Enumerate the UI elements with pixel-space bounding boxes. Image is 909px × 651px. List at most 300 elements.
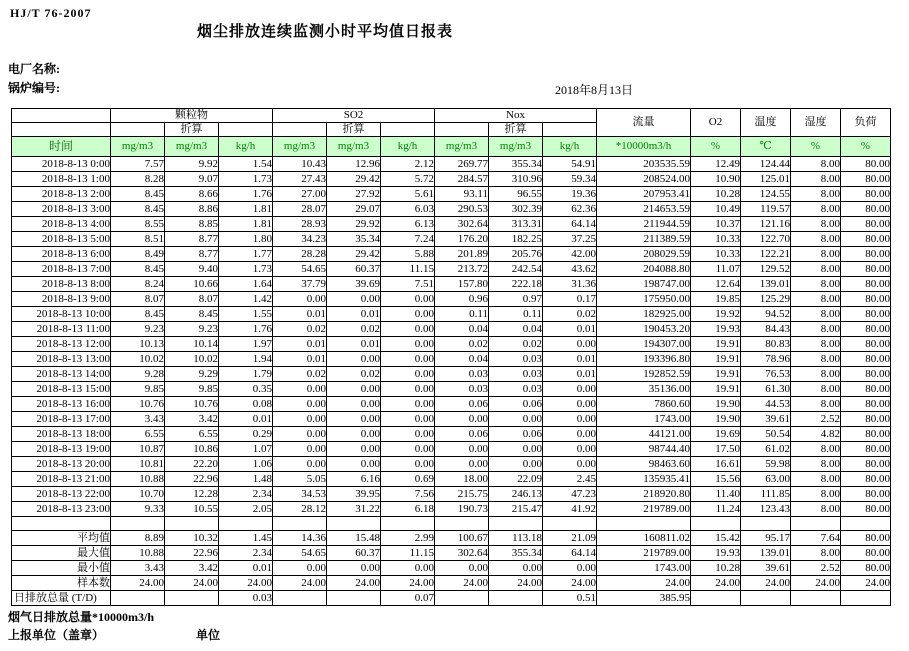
table-row	[12, 442, 891, 457]
empty-cell	[741, 517, 791, 531]
value-cell: 0.96	[435, 292, 489, 307]
value-cell: 8.00	[791, 307, 841, 322]
summary-value-cell: 2.34	[219, 546, 273, 561]
value-cell: 0.00	[381, 292, 435, 307]
summary-value-cell	[111, 591, 165, 606]
value-cell: 28.07	[273, 202, 327, 217]
summary-value-cell: 0.03	[219, 591, 273, 606]
time-cell: 2018-8-13 17:00	[12, 412, 111, 427]
summary-value-cell: 24.00	[165, 576, 219, 591]
value-cell: 205.76	[489, 247, 543, 262]
time-cell: 2018-8-13 0:00	[12, 157, 111, 172]
value-cell: 28.93	[273, 217, 327, 232]
value-cell: 0.03	[489, 382, 543, 397]
time-cell: 2018-8-13 5:00	[12, 232, 111, 247]
plant-name-label: 电厂名称:	[8, 62, 60, 76]
summary-value-cell: 80.00	[841, 531, 891, 546]
value-cell: 84.43	[741, 322, 791, 337]
value-cell: 0.04	[435, 322, 489, 337]
value-cell: 19.91	[691, 382, 741, 397]
value-cell: 3.42	[165, 412, 219, 427]
value-cell: 59.34	[543, 172, 597, 187]
value-cell: 0.00	[381, 427, 435, 442]
empty-cell	[273, 123, 327, 137]
value-cell: 0.11	[489, 307, 543, 322]
value-cell: 0.00	[381, 352, 435, 367]
summary-value-cell: 95.17	[741, 531, 791, 546]
value-cell: 80.00	[841, 187, 891, 202]
empty-cell	[219, 123, 273, 137]
group-header-so2: SO2	[273, 109, 435, 123]
summary-value-cell: 54.65	[273, 546, 327, 561]
value-cell: 80.00	[841, 202, 891, 217]
value-cell: 1.76	[219, 187, 273, 202]
empty-cell	[791, 517, 841, 531]
value-cell: 5.61	[381, 187, 435, 202]
value-cell: 12.64	[691, 277, 741, 292]
value-cell: 11.07	[691, 262, 741, 277]
value-cell: 9.23	[165, 322, 219, 337]
value-cell: 29.42	[327, 247, 381, 262]
value-cell: 10.55	[165, 502, 219, 517]
table-row	[12, 337, 891, 352]
summary-value-cell: 39.61	[741, 561, 791, 576]
value-cell: 9.85	[111, 382, 165, 397]
value-cell: 0.00	[273, 382, 327, 397]
value-cell: 8.45	[111, 202, 165, 217]
value-cell: 80.00	[841, 247, 891, 262]
table-row	[12, 277, 891, 292]
summary-value-cell	[841, 591, 891, 606]
value-cell: 12.28	[165, 487, 219, 502]
value-cell: 213.72	[435, 262, 489, 277]
value-cell: 80.00	[841, 427, 891, 442]
value-cell: 8.66	[165, 187, 219, 202]
summary-value-cell: 60.37	[327, 546, 381, 561]
table-row	[12, 292, 891, 307]
value-cell: 10.02	[111, 352, 165, 367]
value-cell: 34.23	[273, 232, 327, 247]
value-cell: 0.00	[273, 427, 327, 442]
value-cell: 0.00	[543, 442, 597, 457]
value-cell: 9.92	[165, 157, 219, 172]
value-cell: 39.69	[327, 277, 381, 292]
summary-value-cell: 0.00	[543, 561, 597, 576]
value-cell: 8.00	[791, 442, 841, 457]
value-cell: 204088.80	[597, 262, 691, 277]
summary-value-cell: 10.28	[691, 561, 741, 576]
value-cell: 8.00	[791, 217, 841, 232]
value-cell: 12.96	[327, 157, 381, 172]
value-cell: 10.33	[691, 247, 741, 262]
unit-header: %	[841, 137, 891, 157]
value-cell: 290.53	[435, 202, 489, 217]
value-cell: 12.49	[691, 157, 741, 172]
empty-cell	[691, 517, 741, 531]
value-cell: 0.00	[435, 412, 489, 427]
value-cell: 96.55	[489, 187, 543, 202]
value-cell: 0.01	[543, 322, 597, 337]
table-header	[12, 109, 891, 157]
value-cell: 10.49	[691, 202, 741, 217]
value-cell: 39.95	[327, 487, 381, 502]
value-cell: 43.62	[543, 262, 597, 277]
value-cell: 29.07	[327, 202, 381, 217]
time-cell: 2018-8-13 10:00	[12, 307, 111, 322]
value-cell: 201.89	[435, 247, 489, 262]
value-cell: 27.00	[273, 187, 327, 202]
value-cell: 2.52	[791, 412, 841, 427]
empty-cell	[165, 517, 219, 531]
value-cell: 0.00	[273, 457, 327, 472]
table-row	[12, 202, 891, 217]
reporting-unit-label: 上报单位（盖章）	[8, 628, 105, 642]
value-cell: 8.85	[165, 217, 219, 232]
summary-value-cell: 80.00	[841, 546, 891, 561]
value-cell: 80.00	[841, 337, 891, 352]
value-cell: 0.01	[273, 337, 327, 352]
value-cell: 37.25	[543, 232, 597, 247]
value-cell: 27.92	[327, 187, 381, 202]
value-cell: 64.14	[543, 217, 597, 232]
time-header: 时间	[12, 137, 111, 157]
value-cell: 0.00	[381, 322, 435, 337]
value-cell: 0.01	[219, 412, 273, 427]
summary-value-cell: 385.95	[597, 591, 691, 606]
converted-header-particulate: 折算	[165, 123, 219, 137]
value-cell: 94.52	[741, 307, 791, 322]
value-cell: 246.13	[489, 487, 543, 502]
value-cell: 0.00	[543, 337, 597, 352]
value-cell: 10.90	[691, 172, 741, 187]
value-cell: 176.20	[435, 232, 489, 247]
empty-cell	[489, 517, 543, 531]
summary-value-cell: 1743.00	[597, 561, 691, 576]
value-cell: 29.92	[327, 217, 381, 232]
value-cell: 98463.60	[597, 457, 691, 472]
table-row	[12, 262, 891, 277]
value-cell: 8.24	[111, 277, 165, 292]
value-cell: 1.80	[219, 232, 273, 247]
value-cell: 1.06	[219, 457, 273, 472]
summary-value-cell	[165, 591, 219, 606]
value-cell: 242.54	[489, 262, 543, 277]
time-cell: 2018-8-13 12:00	[12, 337, 111, 352]
value-cell: 215.75	[435, 487, 489, 502]
summary-value-cell: 11.15	[381, 546, 435, 561]
group-header-nox: Nox	[435, 109, 597, 123]
value-cell: 7.57	[111, 157, 165, 172]
value-cell: 10.13	[111, 337, 165, 352]
value-cell: 198747.00	[597, 277, 691, 292]
time-cell: 2018-8-13 8:00	[12, 277, 111, 292]
value-cell: 0.00	[273, 412, 327, 427]
value-cell: 0.00	[381, 457, 435, 472]
value-cell: 19.91	[691, 367, 741, 382]
table-row	[12, 382, 891, 397]
value-cell: 208524.00	[597, 172, 691, 187]
boiler-id-label: 锅炉编号:	[8, 81, 60, 95]
value-cell: 62.36	[543, 202, 597, 217]
value-cell: 125.29	[741, 292, 791, 307]
unit-header: mg/m3	[111, 137, 165, 157]
time-cell: 2018-8-13 16:00	[12, 397, 111, 412]
value-cell: 211389.59	[597, 232, 691, 247]
summary-value-cell: 24.00	[111, 576, 165, 591]
time-cell: 2018-8-13 18:00	[12, 427, 111, 442]
value-cell: 2.12	[381, 157, 435, 172]
summary-value-cell: 8.00	[791, 546, 841, 561]
table-row	[12, 472, 891, 487]
time-cell: 2018-8-13 19:00	[12, 442, 111, 457]
value-cell: 5.88	[381, 247, 435, 262]
value-cell: 80.00	[841, 292, 891, 307]
value-cell: 61.02	[741, 442, 791, 457]
value-cell: 124.44	[741, 157, 791, 172]
value-cell: 1.81	[219, 202, 273, 217]
value-cell: 222.18	[489, 277, 543, 292]
value-cell: 6.55	[111, 427, 165, 442]
value-cell: 50.54	[741, 427, 791, 442]
summary-value-cell: 24.00	[791, 576, 841, 591]
value-cell: 0.00	[327, 427, 381, 442]
empty-cell	[111, 517, 165, 531]
value-cell: 54.65	[273, 262, 327, 277]
value-cell: 0.00	[381, 382, 435, 397]
empty-cell	[597, 517, 691, 531]
value-cell: 60.37	[327, 262, 381, 277]
value-cell: 8.00	[791, 187, 841, 202]
value-cell: 8.86	[165, 202, 219, 217]
time-cell: 2018-8-13 11:00	[12, 322, 111, 337]
value-cell: 0.02	[435, 337, 489, 352]
summary-value-cell: 14.36	[273, 531, 327, 546]
value-cell: 1.77	[219, 247, 273, 262]
value-cell: 0.00	[489, 412, 543, 427]
value-cell: 1.79	[219, 367, 273, 382]
value-cell: 6.18	[381, 502, 435, 517]
table-row	[12, 157, 891, 172]
value-cell: 218920.80	[597, 487, 691, 502]
value-cell: 98744.40	[597, 442, 691, 457]
value-cell: 10.02	[165, 352, 219, 367]
unit-header: kg/h	[543, 137, 597, 157]
summary-value-cell	[435, 591, 489, 606]
value-cell: 93.11	[435, 187, 489, 202]
summary-value-cell: 21.09	[543, 531, 597, 546]
value-cell: 310.96	[489, 172, 543, 187]
value-cell: 8.00	[791, 232, 841, 247]
value-cell: 80.00	[841, 367, 891, 382]
value-cell: 0.00	[381, 367, 435, 382]
value-cell: 42.00	[543, 247, 597, 262]
value-cell: 0.06	[435, 427, 489, 442]
value-cell: 0.00	[273, 292, 327, 307]
unit-header: mg/m3	[489, 137, 543, 157]
value-cell: 19.85	[691, 292, 741, 307]
summary-value-cell: 2.52	[791, 561, 841, 576]
summary-value-cell: 19.93	[691, 546, 741, 561]
summary-value-cell: 3.42	[165, 561, 219, 576]
value-cell: 8.00	[791, 337, 841, 352]
time-cell: 2018-8-13 14:00	[12, 367, 111, 382]
summary-value-cell: 139.01	[741, 546, 791, 561]
value-cell: 8.45	[165, 307, 219, 322]
value-cell: 80.00	[841, 382, 891, 397]
value-cell: 1.54	[219, 157, 273, 172]
table-body	[12, 157, 891, 606]
unit-header: mg/m3	[165, 137, 219, 157]
value-cell: 8.00	[791, 382, 841, 397]
value-cell: 175950.00	[597, 292, 691, 307]
value-cell: 0.00	[327, 292, 381, 307]
table-row	[12, 457, 891, 472]
value-cell: 0.00	[435, 442, 489, 457]
value-cell: 35136.00	[597, 382, 691, 397]
value-cell: 1.81	[219, 217, 273, 232]
value-cell: 19.91	[691, 337, 741, 352]
column-header-load: 负荷	[841, 109, 891, 137]
value-cell: 8.28	[111, 172, 165, 187]
value-cell: 1.97	[219, 337, 273, 352]
value-cell: 0.00	[381, 442, 435, 457]
summary-value-cell: 24.00	[841, 576, 891, 591]
value-cell: 8.00	[791, 277, 841, 292]
summary-value-cell: 0.00	[435, 561, 489, 576]
summary-value-cell: 24.00	[543, 576, 597, 591]
value-cell: 80.00	[841, 412, 891, 427]
unit-header: mg/m3	[273, 137, 327, 157]
summary-value-cell: 0.00	[273, 561, 327, 576]
summary-value-cell: 0.07	[381, 591, 435, 606]
value-cell: 8.00	[791, 502, 841, 517]
time-cell: 2018-8-13 7:00	[12, 262, 111, 277]
flue-gas-total-footnote: 烟气日排放总量*10000m3/h	[8, 610, 155, 624]
value-cell: 8.00	[791, 397, 841, 412]
value-cell: 80.00	[841, 472, 891, 487]
time-cell: 2018-8-13 9:00	[12, 292, 111, 307]
value-cell: 0.04	[435, 352, 489, 367]
value-cell: 10.87	[111, 442, 165, 457]
summary-label: 日排放总量 (T/D)	[12, 591, 111, 606]
value-cell: 0.00	[327, 352, 381, 367]
table-row	[12, 427, 891, 442]
value-cell: 0.17	[543, 292, 597, 307]
value-cell: 6.55	[165, 427, 219, 442]
value-cell: 1.73	[219, 172, 273, 187]
value-cell: 0.01	[543, 352, 597, 367]
value-cell: 0.02	[327, 322, 381, 337]
value-cell: 192852.59	[597, 367, 691, 382]
value-cell: 302.39	[489, 202, 543, 217]
summary-value-cell: 8.89	[111, 531, 165, 546]
summary-value-cell: 24.00	[273, 576, 327, 591]
value-cell: 10.37	[691, 217, 741, 232]
summary-value-cell	[489, 591, 543, 606]
value-cell: 0.06	[489, 427, 543, 442]
value-cell: 0.00	[381, 307, 435, 322]
unit-header: ℃	[741, 137, 791, 157]
value-cell: 8.00	[791, 457, 841, 472]
empty-cell	[12, 517, 111, 531]
value-cell: 1.42	[219, 292, 273, 307]
unit-header: mg/m3	[435, 137, 489, 157]
value-cell: 19.36	[543, 187, 597, 202]
value-cell: 0.03	[435, 382, 489, 397]
value-cell: 61.30	[741, 382, 791, 397]
value-cell: 0.00	[273, 397, 327, 412]
value-cell: 123.43	[741, 502, 791, 517]
summary-value-cell	[327, 591, 381, 606]
value-cell: 3.43	[111, 412, 165, 427]
value-cell: 0.02	[543, 307, 597, 322]
value-cell: 10.70	[111, 487, 165, 502]
value-cell: 0.02	[489, 337, 543, 352]
value-cell: 0.03	[489, 352, 543, 367]
value-cell: 8.45	[111, 187, 165, 202]
value-cell: 80.00	[841, 277, 891, 292]
value-cell: 5.72	[381, 172, 435, 187]
value-cell: 8.00	[791, 157, 841, 172]
time-cell: 2018-8-13 13:00	[12, 352, 111, 367]
time-cell: 2018-8-13 15:00	[12, 382, 111, 397]
value-cell: 8.45	[111, 307, 165, 322]
value-cell: 8.00	[791, 292, 841, 307]
value-cell: 0.00	[327, 397, 381, 412]
value-cell: 0.11	[435, 307, 489, 322]
value-cell: 0.00	[543, 457, 597, 472]
summary-value-cell: 0.00	[381, 561, 435, 576]
value-cell: 9.28	[111, 367, 165, 382]
value-cell: 11.24	[691, 502, 741, 517]
value-cell: 78.96	[741, 352, 791, 367]
value-cell: 124.55	[741, 187, 791, 202]
unit-header: %	[691, 137, 741, 157]
value-cell: 190.73	[435, 502, 489, 517]
value-cell: 0.00	[273, 442, 327, 457]
value-cell: 10.66	[165, 277, 219, 292]
value-cell: 80.00	[841, 397, 891, 412]
summary-value-cell: 3.43	[111, 561, 165, 576]
value-cell: 10.14	[165, 337, 219, 352]
summary-row	[12, 531, 891, 546]
value-cell: 122.21	[741, 247, 791, 262]
value-cell: 16.61	[691, 457, 741, 472]
column-header-temperature: 温度	[741, 109, 791, 137]
value-cell: 7.24	[381, 232, 435, 247]
value-cell: 1.73	[219, 262, 273, 277]
value-cell: 0.00	[489, 442, 543, 457]
summary-value-cell: 24.00	[691, 576, 741, 591]
empty-cell	[435, 123, 489, 137]
table-row	[12, 397, 891, 412]
value-cell: 269.77	[435, 157, 489, 172]
value-cell: 119.57	[741, 202, 791, 217]
value-cell: 6.03	[381, 202, 435, 217]
summary-value-cell: 0.51	[543, 591, 597, 606]
value-cell: 0.01	[327, 307, 381, 322]
standard-code: HJ/T 76-2007	[10, 6, 92, 20]
value-cell: 27.43	[273, 172, 327, 187]
time-cell: 2018-8-13 21:00	[12, 472, 111, 487]
summary-row	[12, 546, 891, 561]
summary-value-cell: 24.00	[327, 576, 381, 591]
value-cell: 9.07	[165, 172, 219, 187]
value-cell: 8.00	[791, 487, 841, 502]
value-cell: 7.51	[381, 277, 435, 292]
value-cell: 41.92	[543, 502, 597, 517]
value-cell: 44121.00	[597, 427, 691, 442]
